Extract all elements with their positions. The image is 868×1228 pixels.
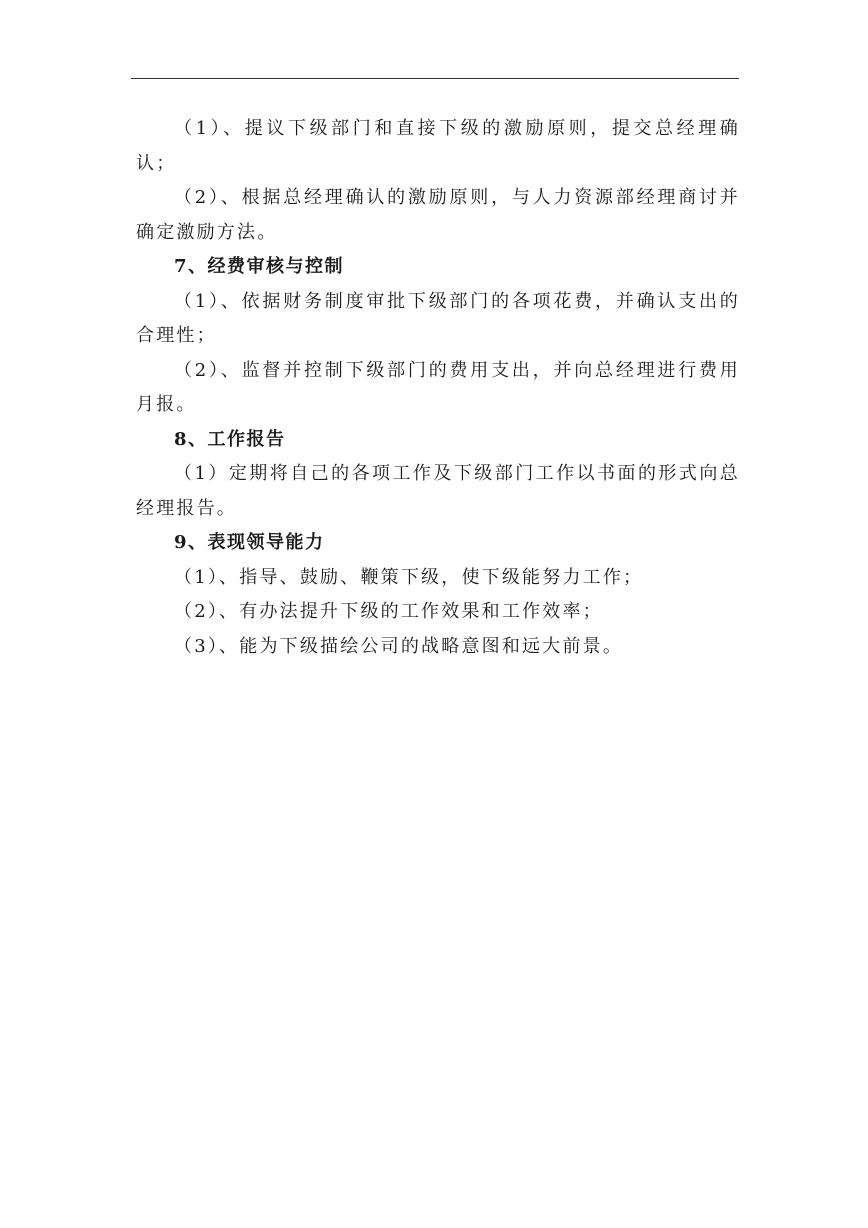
paragraph-incentive-methods: （2）、根据总经理确认的激励原则，与人力资源部经理商讨并确定激励方法。 [136, 187, 740, 243]
section-heading-leadership: 9、表现领导能力 [174, 532, 325, 553]
paragraph-expense-supervision: （2）、监督并控制下级部门的费用支出，并向总经理进行费用月报。 [136, 359, 740, 415]
section-heading-work-report: 8、工作报告 [174, 428, 286, 450]
paragraph-improve-efficiency: （2）、有办法提升下级的工作效果和工作效率； [174, 601, 603, 622]
paragraph-work-report: （1）定期将自己的各项工作及下级部门工作以书面的形式向总经理报告。 [136, 463, 740, 519]
paragraph-expense-approval: （1）、依据财务制度审批下级部门的各项花费，并确认支出的合理性； [136, 290, 740, 346]
section-heading-expense-control: 7、经费审核与控制 [174, 256, 345, 277]
paragraph-incentive-principles: （1）、提议下级部门和直接下级的激励原则，提交总经理确认； [136, 118, 740, 174]
document-body [136, 112, 740, 664]
paragraph-strategic-vision: （3）、能为下级描绘公司的战略意图和远大前景。 [174, 635, 624, 657]
paragraph-guide-subordinates: （1）、指导、鼓励、鞭策下级，使下级能努力工作； [174, 566, 644, 588]
header-rule [131, 78, 739, 79]
